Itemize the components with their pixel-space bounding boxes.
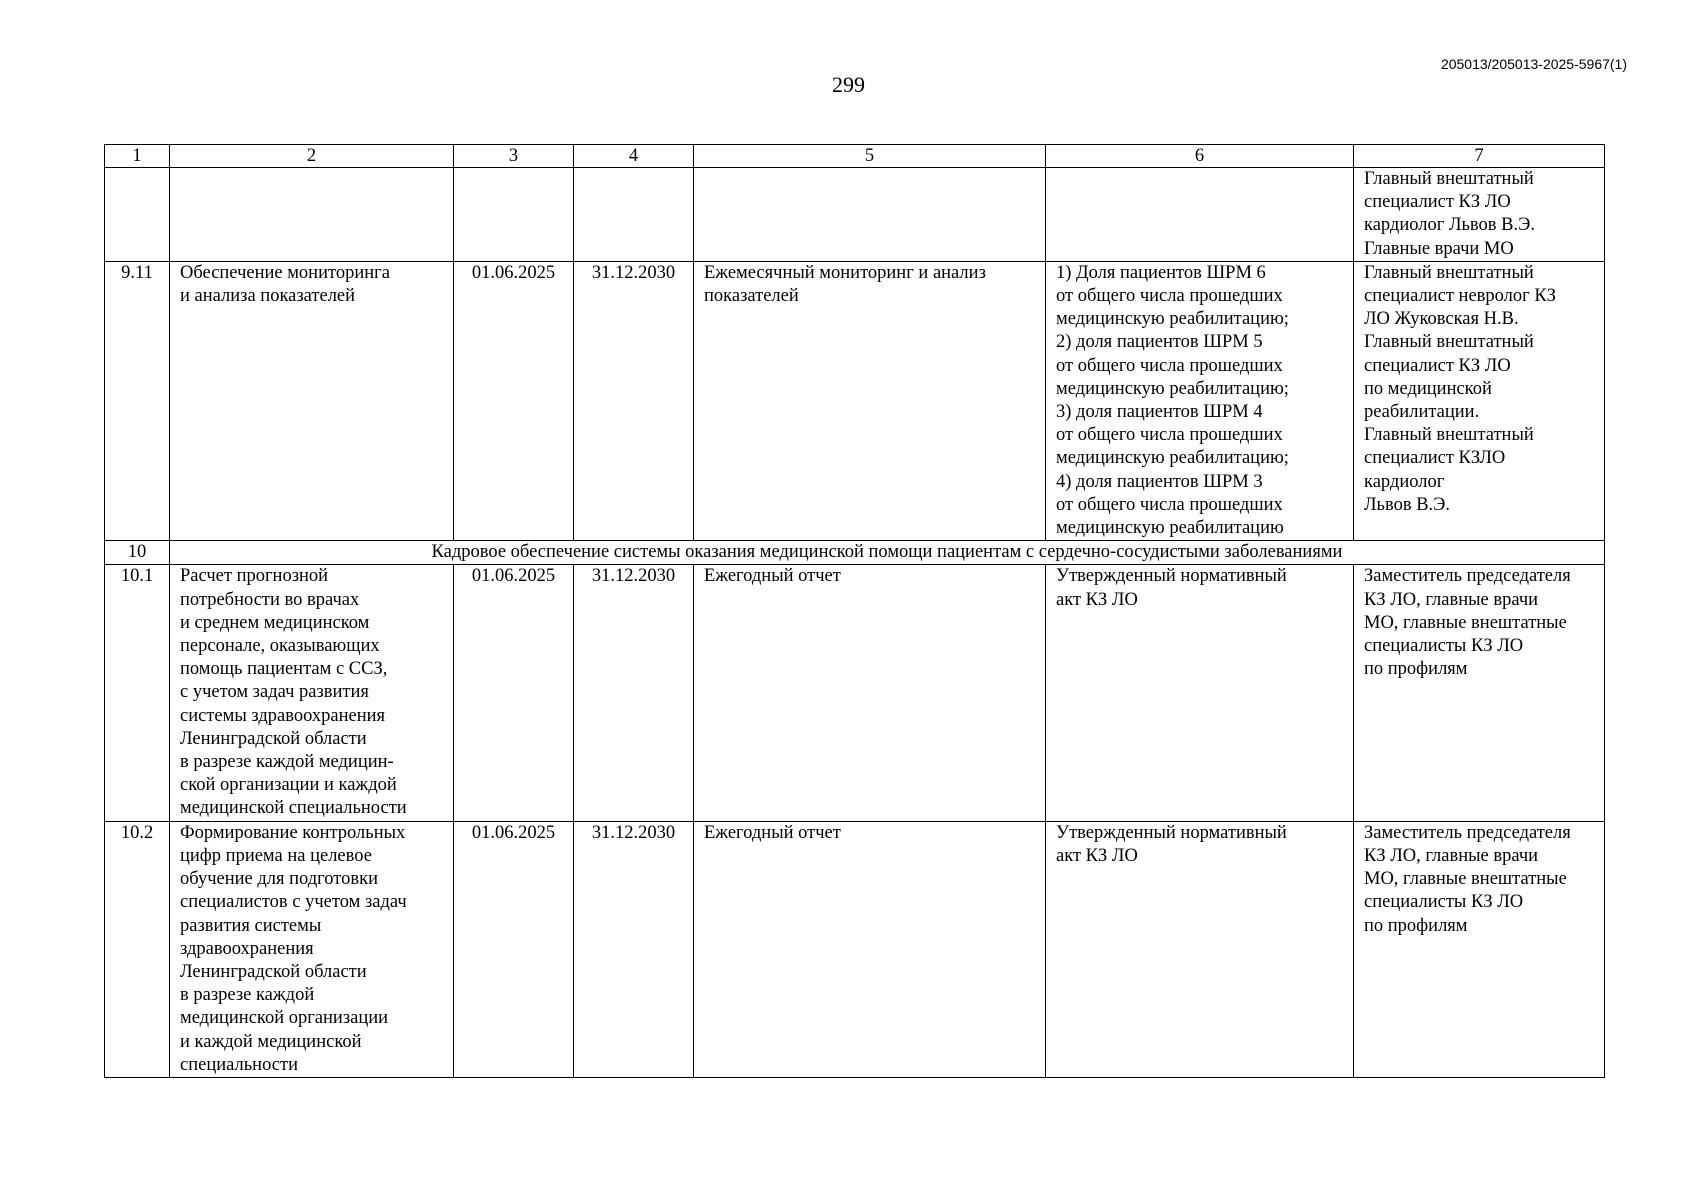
column-number-row: [105, 145, 1605, 168]
cell-activity: Обеспечение мониторинга и анализа показателей: [170, 261, 454, 540]
cell-activity: Расчет прогнозной потребности во врачах и среднем медицинском персонале, оказывающих помощь пациентам с ССЗ, с учетом задач развития системы здравоохранения Ленинградской области в разрезе каждой медицин- ской организации и каждой медицинской специальности: [170, 565, 454, 821]
cell-end-date: 31.12.2030: [574, 821, 694, 1077]
table-row-10-1: [105, 565, 1605, 821]
cell-result: Ежемесячный мониторинг и анализ показателей: [694, 261, 1046, 540]
cell-number: 9.11: [105, 261, 170, 540]
cell-responsible: Заместитель председателя КЗ ЛО, главные врачи МО, главные внештатные специалисты КЗ ЛО по профилям: [1354, 821, 1605, 1077]
cell-section-number: 10: [105, 541, 170, 565]
cell-end-date: 31.12.2030: [574, 565, 694, 821]
column-number: 4: [574, 145, 694, 168]
plan-table: [104, 144, 1605, 1078]
cell-responsible: Главный внештатный специалист КЗ ЛО кардиолог Львов В.Э. Главные врачи МО: [1354, 168, 1605, 262]
column-number: 3: [454, 145, 574, 168]
cell-section-title: Кадровое обеспечение системы оказания медицинской помощи пациентам с сердечно-сосудистыми заболеваниями: [170, 541, 1605, 565]
cell-empty: [170, 168, 454, 262]
column-number: 2: [170, 145, 454, 168]
cell-activity: Формирование контрольных цифр приема на целевое обучение для подготовки специалистов с учетом задач развития системы здравоохранения Ленинградской области в разрезе каждой медицинской организации и каждой медицинской специальности: [170, 821, 454, 1077]
cell-empty: [1046, 168, 1354, 262]
cell-empty: [105, 168, 170, 262]
cell-responsible: Заместитель председателя КЗ ЛО, главные врачи МО, главные внештатные специалисты КЗ ЛО по профилям: [1354, 565, 1605, 821]
cell-responsible: Главный внештатный специалист невролог КЗ ЛО Жуковская Н.В. Главный внештатный специалист КЗ ЛО по медицинской реабилитации. Главный внештатный специалист КЗЛО кардиолог Львов В.Э.: [1354, 261, 1605, 540]
cell-end-date: 31.12.2030: [574, 261, 694, 540]
table-row-continued: [105, 168, 1605, 262]
cell-indicator: Утвержденный нормативный акт КЗ ЛО: [1046, 821, 1354, 1077]
cell-start-date: 01.06.2025: [454, 261, 574, 540]
column-number: 1: [105, 145, 170, 168]
cell-number: 10.2: [105, 821, 170, 1077]
section-row-10: [105, 541, 1605, 565]
cell-empty: [454, 168, 574, 262]
cell-result: Ежегодный отчет: [694, 821, 1046, 1077]
column-number: 7: [1354, 145, 1605, 168]
table-row-10-2: [105, 821, 1605, 1077]
column-number: 5: [694, 145, 1046, 168]
column-number: 6: [1046, 145, 1354, 168]
document-id: 205013/205013-2025-5967(1): [1440, 56, 1627, 72]
cell-empty: [694, 168, 1046, 262]
cell-result: Ежегодный отчет: [694, 565, 1046, 821]
cell-number: 10.1: [105, 565, 170, 821]
cell-start-date: 01.06.2025: [454, 821, 574, 1077]
cell-indicator: 1) Доля пациентов ШРМ 6 от общего числа прошедших медицинскую реабилитацию; 2) доля пациентов ШРМ 5 от общего числа прошедших медицинскую реабилитацию; 3) доля пациентов ШРМ 4 от общего числа прошедших медицинскую реабилитацию; 4) доля пациентов ШРМ 3 от общего числа прошедших медицинскую реабилитацию: [1046, 261, 1354, 540]
cell-start-date: 01.06.2025: [454, 565, 574, 821]
page-number: 299: [832, 72, 865, 97]
table-row-9-11: [105, 261, 1605, 540]
cell-indicator: Утвержденный нормативный акт КЗ ЛО: [1046, 565, 1354, 821]
cell-empty: [574, 168, 694, 262]
